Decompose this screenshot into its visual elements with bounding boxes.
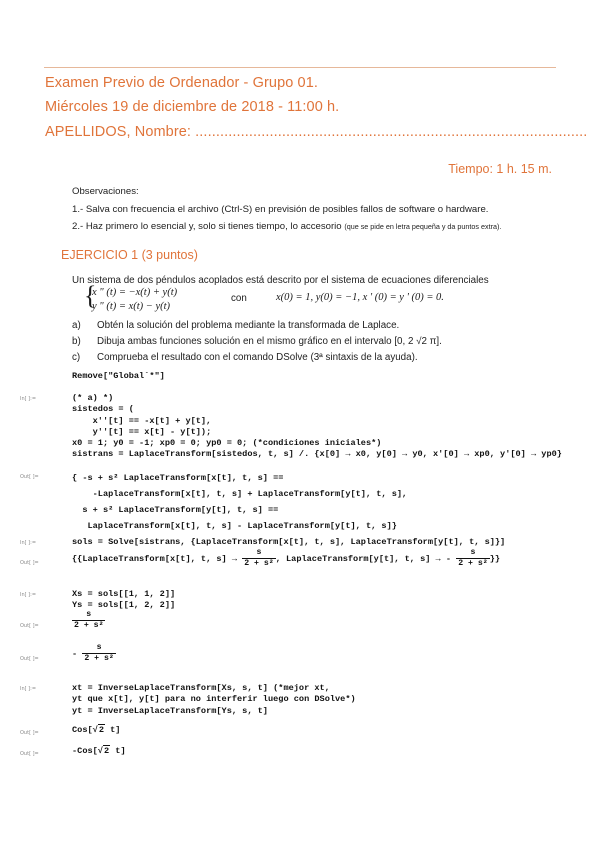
con-label: con bbox=[231, 293, 247, 304]
output-cell-2 bbox=[72, 548, 500, 569]
fraction-numerator: s bbox=[242, 548, 275, 559]
out-label: Out[ ]= bbox=[20, 656, 39, 662]
sqrt-symbol: √ bbox=[97, 746, 103, 756]
sqrt-symbol: √ bbox=[92, 725, 98, 735]
observation-1: 1.- Salva con frecuencia el archivo (Ctrl-S) en previsión de posibles fallos de software o hardware. bbox=[72, 204, 489, 215]
observation-2 bbox=[72, 221, 501, 232]
exam-title: Examen Previo de Ordenador - Grupo 01. bbox=[45, 75, 318, 91]
cos-function: Cos[ bbox=[72, 725, 93, 735]
out2-part-c: }} bbox=[489, 553, 501, 564]
out-label: Out[ ]= bbox=[20, 560, 39, 566]
in-label: In[ ]:= bbox=[20, 540, 37, 546]
input-cell-1[interactable]: (* a) *) sistedos = ( x''[t] == -x[t] + y[t], y''[t] == x[t] - y[t]); x0 = 1; y0 = -1; xp0 = 0; yp0 = 0; (*condiciones iniciales*) sistrans = LaplaceTransform[sistedos, t, s] /. {x[0] → x0, y[0] → y0, x'[0] → xp0, y'[0] → yp0} bbox=[72, 393, 562, 460]
sqrt-radicand: 2 bbox=[98, 725, 104, 735]
item-a bbox=[72, 320, 399, 331]
exercise-intro: Un sistema de dos péndulos acoplados está descrito por el sistema de ecuaciones diferenciales bbox=[72, 275, 489, 286]
input-cell-4[interactable]: xt = InverseLaplaceTransform[Xs, s, t] (*mejor xt, yt que x[t], y[t] para no interferir luego con DSolve*) yt = InverseLaplaceTransform[Ys, s, t] bbox=[72, 683, 356, 716]
in-label: In[ ]:= bbox=[20, 396, 37, 402]
exam-date: Miércoles 19 de diciembre de 2018 - 11:00 h. bbox=[45, 99, 340, 115]
fraction bbox=[82, 643, 115, 664]
system-brace: { bbox=[84, 281, 97, 310]
equation-2: y " (t) = x(t) − y(t) bbox=[92, 301, 171, 312]
exercise-title: EJERCICIO 1 (3 puntos) bbox=[61, 248, 198, 262]
cos-argument-end: t] bbox=[110, 746, 126, 756]
fraction bbox=[242, 548, 275, 569]
in-label: In[ ]:= bbox=[20, 686, 37, 692]
fraction-denominator: 2 + s² bbox=[458, 559, 488, 568]
output-cell-1: { -s + s² LaplaceTransform[x[t], t, s] == -LaplaceTransform[x[t], t, s] + LaplaceTransform[y[t], t, s], s + s² LaplaceTransform[y[t], t, s] == LaplaceTransform[x[t], t, s] - LaplaceTransform[y[t], t, s]} bbox=[72, 473, 408, 531]
item-a-text: Obtén la solución del problema mediante la transformada de Laplace. bbox=[97, 320, 400, 331]
out2-part-a: {{LaplaceTransform[x[t], t, s] → bbox=[72, 553, 238, 564]
input-cell-2[interactable]: sols = Solve[sistrans, {LaplaceTransform[x[t], t, s], LaplaceTransform[y[t], t, s]}] bbox=[72, 537, 506, 547]
out-label: Out[ ]= bbox=[20, 751, 39, 757]
out2-part-b: , LaplaceTransform[y[t], t, s] → - bbox=[275, 553, 452, 564]
fraction-numerator: s bbox=[82, 643, 115, 654]
time-limit: Tiempo: 1 h. 15 m. bbox=[448, 162, 552, 176]
observation-2-main: 2.- Haz primero lo esencial y, solo si tienes tiempo, lo accesorio bbox=[72, 221, 342, 232]
fraction-denominator: 2 + s² bbox=[74, 621, 104, 630]
output-yt bbox=[72, 745, 126, 758]
output-xs bbox=[72, 610, 105, 631]
fraction-numerator: s bbox=[72, 610, 105, 621]
fraction-denominator: 2 + s² bbox=[84, 654, 114, 663]
out-label: Out[ ]= bbox=[20, 623, 39, 629]
header-rule bbox=[44, 67, 556, 68]
equation-1: x " (t) = −x(t) + y(t) bbox=[92, 287, 178, 298]
fraction bbox=[72, 610, 105, 631]
item-b-text: Dibuja ambas funciones solución en el mismo gráfico en el intervalo [0, 2 √2 π]. bbox=[97, 336, 442, 347]
initial-conditions: x(0) = 1, y(0) = −1, x ' (0) = y ' (0) = 0. bbox=[276, 292, 444, 303]
sqrt-radicand: 2 bbox=[103, 746, 110, 756]
fraction-numerator: s bbox=[456, 548, 489, 559]
out-label: Out[ ]= bbox=[20, 730, 39, 736]
out-label: Out[ ]= bbox=[20, 474, 39, 480]
item-b bbox=[72, 336, 442, 347]
output-ys bbox=[72, 643, 116, 664]
equation-system bbox=[84, 281, 178, 314]
observations-title: Observaciones: bbox=[72, 186, 139, 197]
minus-sign: - bbox=[72, 648, 78, 659]
output-xt bbox=[72, 724, 120, 737]
observation-2-note: (que se pide en letra pequeña y da puntos extra). bbox=[344, 222, 502, 231]
neg-cos-function: -Cos[ bbox=[72, 746, 98, 756]
fraction bbox=[456, 548, 489, 569]
cos-argument-end: t] bbox=[104, 725, 121, 735]
name-line: APELLIDOS, Nombre: ............................................................................................... bbox=[45, 124, 588, 140]
remove-cell[interactable]: Remove["Global`*"] bbox=[72, 371, 165, 381]
item-c bbox=[72, 352, 418, 363]
item-c-text: Comprueba el resultado con el comando DSolve (3ª sintaxis de la ayuda). bbox=[97, 352, 418, 363]
item-b-label: b) bbox=[72, 336, 81, 347]
input-cell-3[interactable]: Xs = sols[[1, 1, 2]] Ys = sols[[1, 2, 2]] bbox=[72, 589, 176, 611]
fraction-denominator: 2 + s² bbox=[244, 559, 274, 568]
item-a-label: a) bbox=[72, 320, 81, 331]
in-label: In[ ]:= bbox=[20, 592, 37, 598]
item-c-label: c) bbox=[72, 352, 81, 363]
